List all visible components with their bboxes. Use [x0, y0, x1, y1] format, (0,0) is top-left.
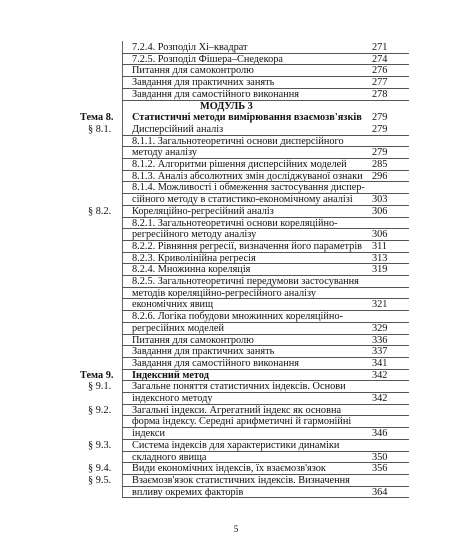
toc-entry-text: 8.2.6. Логіка побудови множинних кореляційно-: [132, 311, 344, 323]
toc-label: § 9.2.: [88, 404, 112, 416]
toc-entry-text: економічних явищ: [132, 299, 213, 311]
toc-page-number: 364: [372, 486, 388, 498]
toc-page-number: 303: [372, 194, 388, 206]
toc-page-number: 311: [372, 240, 388, 252]
toc-entry-text: 8.2.4. Множинна кореляція: [132, 264, 251, 276]
toc-label: Тема 8.: [80, 112, 114, 124]
toc-entry-text: 8.1.3. Аналіз абсолютних змін досліджуваної ознаки: [132, 170, 363, 182]
toc-entry-text: регресійного методу аналізу: [132, 229, 257, 241]
toc-entry-text: 8.2.5. Загальнотеоретичні передумови застосування: [132, 276, 359, 287]
toc-entry-text: впливу окремих факторів: [132, 486, 244, 498]
toc-entry-text: 7.2.5. Розподіл Фішера–Снедекора: [132, 53, 283, 65]
toc-entry-text: Система індексів для характеристики динаміки: [132, 439, 340, 451]
toc-page-number: 342: [372, 393, 388, 404]
toc-entry-text: складного явища: [132, 451, 207, 463]
toc-label: § 9.1.: [88, 381, 112, 393]
toc-page-number: 306: [372, 205, 388, 217]
toc-entry-text: 8.1.2. Алгоритми рішення дисперсійних моделей: [132, 159, 347, 170]
toc-page-number: 356: [372, 463, 388, 475]
toc-page-number: 279: [372, 123, 388, 135]
row-divider: [122, 100, 409, 101]
toc-label: § 8.1.: [88, 123, 112, 135]
toc-label: § 9.3.: [88, 439, 112, 451]
toc-entry-text: Питання для самоконтролю: [132, 334, 254, 346]
row-divider: [122, 427, 409, 428]
toc-page-number: 276: [372, 65, 388, 77]
toc-page-number: 306: [372, 229, 388, 241]
toc-entry-text: 8.2.3. Криволінійна регресія: [132, 252, 256, 264]
toc-entry-text: 7.2.4. Розподіл Хі–квадрат: [132, 42, 248, 53]
toc-label: Тема 9.: [80, 369, 114, 381]
toc-entry-text: Загальне поняття статистичних індексів. Основи: [132, 381, 346, 393]
toc-entry-text: Загальні індекси. Агрегатний індекс як основна: [132, 404, 342, 416]
toc-entry-text: 8.1.4. Можливості і обмеження застосування диспер-: [132, 182, 365, 194]
toc-page-number: 319: [372, 264, 388, 276]
toc-entry-text: Взаємозв'язок статистичних індексів. Визначення: [132, 474, 350, 486]
toc-entry-text: індекси: [132, 428, 166, 440]
toc-page-number: 296: [372, 170, 388, 182]
toc-entry-text: Питання для самоконтролю: [132, 65, 254, 77]
toc-entry-text: Дисперсійний аналіз: [132, 123, 224, 135]
toc-entry-text: форма індексу. Середні арифметичні й гармонійні: [132, 416, 352, 428]
toc-page-number: 278: [372, 88, 388, 100]
toc-page-number: 350: [372, 451, 388, 463]
toc-entry-text: індексного методу: [132, 393, 213, 404]
toc-page-number: 277: [372, 77, 388, 89]
toc-page-number: 341: [372, 357, 388, 369]
toc-page-number: 279: [372, 147, 388, 159]
toc-entry-text: Кореляційно-регресійний аналіз: [132, 205, 274, 217]
toc-entry-text: Завдання для самостійного виконання: [132, 357, 299, 369]
toc-entry-text: Завдання для практичних занять: [132, 77, 275, 89]
row-divider: [122, 497, 409, 498]
toc-entry-text: 8.1.1. Загальнотеоретичні основи дисперсійного: [132, 135, 344, 147]
toc-page-number: 274: [372, 53, 388, 65]
toc-page-number: 336: [372, 334, 388, 346]
toc-page-number: 321: [372, 299, 388, 311]
module-heading: МОДУЛЬ 3: [200, 100, 253, 112]
toc-entry-text: регресійних моделей: [132, 322, 224, 334]
toc-entry-text: методів кореляційно-регресійного аналізу: [132, 287, 316, 299]
toc-entry-text: методу аналізу: [132, 147, 198, 159]
toc-page-number: 285: [372, 159, 388, 170]
toc-page-number: 329: [372, 322, 388, 334]
toc-page-number: 279: [372, 112, 388, 124]
toc-page-number: 342: [372, 369, 388, 381]
column-divider: [122, 41, 123, 498]
toc-label: § 9.4.: [88, 463, 112, 475]
toc-page-number: 271: [372, 42, 388, 53]
toc-entry-text: Завдання для практичних занять: [132, 346, 275, 358]
toc-label: § 9.5.: [88, 474, 112, 486]
toc-entry-text: Статистичні методи вимірювання взаємозв'язків: [132, 112, 362, 124]
toc-entry-text: Види економічних індексів, їх взаємозв'язок: [132, 463, 326, 475]
toc-entry-text: сійного методу в статистико-економічному аналізі: [132, 194, 353, 206]
toc-page-number: 313: [372, 252, 388, 264]
toc-entry-text: 8.2.2. Рівняння регресії, визначення його параметрів: [132, 240, 363, 252]
toc-page-number: 346: [372, 428, 388, 440]
toc-entry-text: 8.2.1. Загальнотеоретичні основи кореляційно-: [132, 217, 338, 229]
toc-entry-text: Завдання для самостійного виконання: [132, 88, 299, 100]
toc-entry-text: Індексний метод: [132, 369, 209, 381]
toc-label: § 8.2.: [88, 205, 112, 217]
page-number: 5: [233, 524, 239, 534]
toc-page-number: 337: [372, 346, 388, 358]
